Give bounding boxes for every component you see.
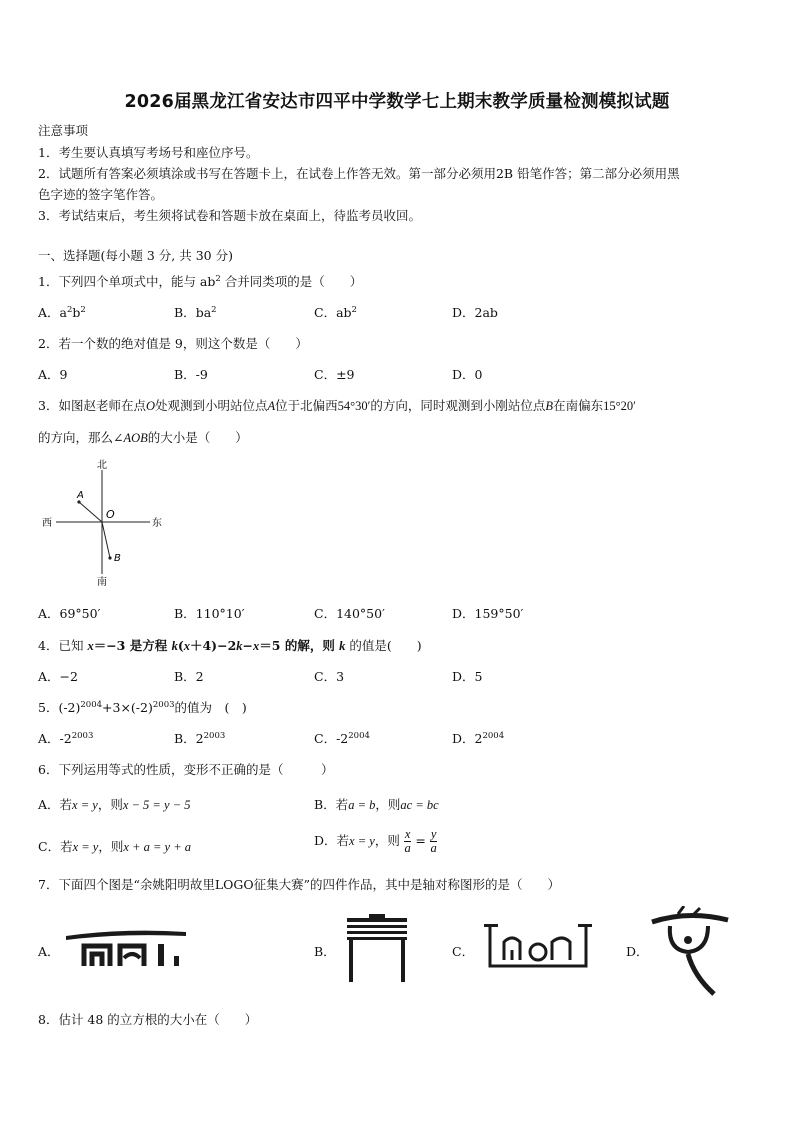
q4-option-a: A．−2: [38, 669, 78, 684]
ray-oa: [79, 502, 102, 522]
label-b: B: [114, 553, 121, 564]
question-3-line-1: 3．如图赵老师在点O处观测到小明站位点A位于北偏西54°30′的方向，同时观测到小刚站位点B在南偏东15°20′: [38, 398, 636, 413]
q3-option-d: D．159°50′: [452, 606, 524, 621]
notice-heading: 注意事项: [38, 123, 89, 138]
q2-option-d: D．0: [452, 367, 483, 382]
compass-figure: [36, 456, 176, 588]
q6-option-a: A．若x = y，则x − 5 = y − 5: [38, 797, 191, 812]
q3-option-a: A．69°50′: [38, 606, 101, 621]
q1-option-a: A．$a^2b^2$: [38, 305, 86, 320]
q1-option-c: C．$ab^2$: [314, 305, 357, 320]
q5-option-b: B．$2^{2003}$: [174, 731, 226, 746]
label-east: 东: [152, 518, 162, 529]
q3-option-b: B．110°10′: [174, 606, 245, 621]
q6-option-c: C．若x = y，则x + a = y + a: [38, 839, 192, 854]
question-6-stem: 6．下列运用等式的性质，变形不正确的是（ ）: [38, 762, 334, 777]
logo-c-figure: [482, 920, 594, 974]
q7-option-d-label: D．: [626, 944, 649, 959]
question-2-stem: 2．若一个数的绝对值是 9，则这个数是（ ）: [38, 336, 308, 351]
q2-option-c: C．±9: [314, 367, 355, 382]
logo-b-figure: [345, 914, 409, 984]
fraction-x-over-a: $\frac{x}{a}$: [404, 827, 411, 855]
q5-option-d: D．$2^{2004}$: [452, 731, 505, 746]
q4-option-b: B．2: [174, 669, 204, 684]
logo-a-figure: [62, 922, 190, 970]
q7-option-a-label: A．: [38, 944, 60, 959]
question-3-line-2: 的方向，那么∠AOB的大小是（ ）: [38, 430, 248, 445]
label-o: O: [106, 508, 115, 521]
question-8-stem: 8．估计 48 的立方根的大小在（ ）: [38, 1012, 258, 1027]
notice-item-2: 2．试题所有答案必须填涂或书写在答题卡上，在试卷上作答无效。第一部分必须用2B 铅笔作答；第二部分必须用黑: [38, 166, 680, 181]
q4-option-d: D．5: [452, 669, 483, 684]
label-south: 南: [97, 577, 107, 588]
q3-option-c: C．140°50′: [314, 606, 385, 621]
page-title: 2026届黑龙江省安达市四平中学数学七上期末教学质量检测模拟试题: [124, 92, 670, 112]
q2-option-b: B．-9: [174, 367, 208, 382]
q2-option-a: A．9: [38, 367, 68, 382]
q4-option-c: C．3: [314, 669, 345, 684]
notice-item-3: 3．考试结束后，考生须将试卷和答题卡放在桌面上，待监考员收回。: [38, 208, 421, 223]
question-4-stem: 4．已知 x＝−3 是方程 k(x＋4)−2k−x＝5 的解，则 k 的值是( ): [38, 638, 422, 653]
notice-item-2-cont: 色字迹的签字笔作答。: [38, 187, 164, 202]
q6-option-b: B．若a = b，则ac = bc: [314, 797, 439, 812]
logo-d-figure: [648, 906, 732, 998]
question-7-stem: 7．下面四个图是“余姚阳明故里LOGO征集大赛”的四件作品，其中是轴对称图形的是（ ）: [38, 877, 561, 892]
q6-option-d: D．若x = y，则 $\frac{x}{a}$ = $\frac{y}{a}$: [314, 827, 437, 855]
point-b: [108, 556, 111, 559]
label-a: A: [77, 490, 84, 501]
q5-option-a: A．$-2^{2003}$: [38, 731, 94, 746]
fraction-y-over-a: $\frac{y}{a}$: [430, 827, 437, 855]
section-heading: 一、选择题(每小题 3 分, 共 30 分): [38, 248, 233, 263]
q7-option-b-label: B．: [314, 944, 336, 959]
label-north: 北: [97, 460, 107, 471]
q5-option-c: C．$-2^{2004}$: [314, 731, 370, 746]
question-1-stem: 1．下列四个单项式中，能与 $ab^2$ 合并同类项的是（ ）: [38, 274, 363, 289]
ray-ob: [102, 522, 110, 558]
q1-option-b: B．$ba^2$: [174, 305, 217, 320]
question-5-stem: 5．$(-2)^{2004}+3\times(-2)^{2003}$的值为 ( ): [38, 700, 247, 715]
label-west: 西: [42, 518, 52, 529]
notice-item-1: 1．考生要认真填写考场号和座位序号。: [38, 145, 259, 160]
q7-option-c-label: C．: [452, 944, 475, 959]
q1-option-d: D．2ab: [452, 305, 498, 320]
